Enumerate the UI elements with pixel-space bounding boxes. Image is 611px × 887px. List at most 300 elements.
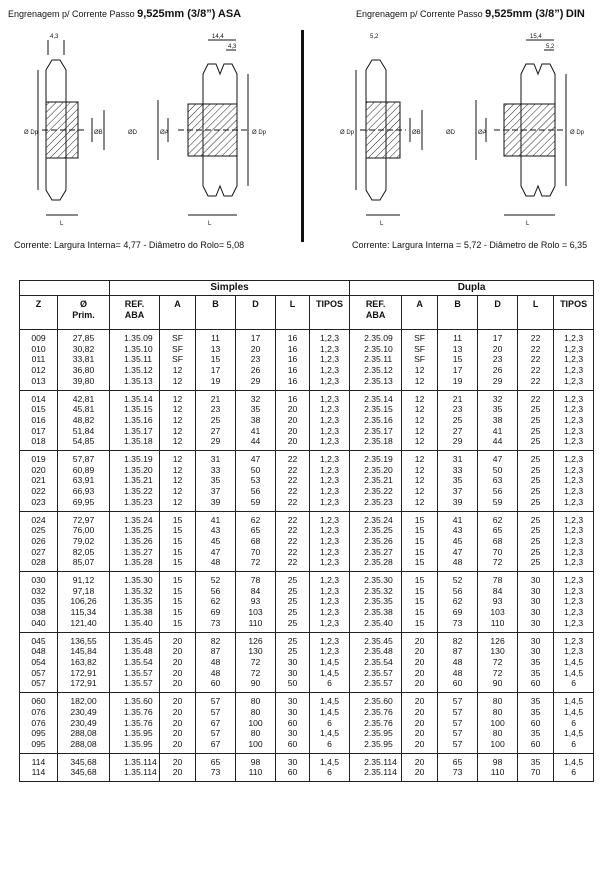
table-cell: 1,2,3 (310, 451, 350, 465)
table-cell: 12 (160, 376, 196, 390)
table-cell: 6 (310, 739, 350, 753)
table-cell: 2.35.10 (350, 344, 402, 355)
table-cell: 25 (518, 436, 554, 450)
table-cell: 345,68 (58, 767, 110, 781)
table-cell: 100 (236, 718, 276, 729)
table-cell: 1,2,3 (310, 465, 350, 476)
table-cell: 1.35.11 (110, 354, 160, 365)
table-cell: 1.35.60 (110, 693, 160, 707)
table-cell: 35 (478, 404, 518, 415)
table-row (20, 632, 594, 646)
table-cell: 1,2,3 (310, 596, 350, 607)
table-cell: 33,81 (58, 354, 110, 365)
table-cell: 56 (196, 586, 236, 597)
table-cell: 66,93 (58, 486, 110, 497)
specs-table-wrapper (19, 280, 593, 782)
table-cell: 35 (196, 475, 236, 486)
dim-label: 4,3 (50, 34, 59, 40)
table-cell: 1,2,3 (554, 646, 594, 657)
table-cell: 48 (438, 668, 478, 679)
table-cell: 29 (236, 376, 276, 390)
table-cell: 1,2,3 (554, 486, 594, 497)
table-cell: 15 (402, 557, 438, 571)
table-cell: 040 (20, 618, 58, 632)
table-cell: 15 (402, 586, 438, 597)
column-header: A (160, 296, 196, 330)
table-row (20, 547, 594, 558)
table-cell: 1.35.54 (110, 657, 160, 668)
table-cell: 013 (20, 376, 58, 390)
table-cell: 1.35.57 (110, 668, 160, 679)
table-cell: 12 (160, 465, 196, 476)
table-cell: 35 (236, 404, 276, 415)
table-cell: 2.35.114 (350, 753, 402, 767)
table-cell: 018 (20, 436, 58, 450)
table-cell: 16 (276, 330, 310, 344)
table-cell: 12 (402, 365, 438, 376)
table-cell: 103 (236, 607, 276, 618)
table-cell: 60 (518, 718, 554, 729)
table-cell: 50 (478, 465, 518, 476)
table-cell: 90 (478, 678, 518, 692)
table-cell: 2.35.11 (350, 354, 402, 365)
column-header: Ø Prim. (58, 296, 110, 330)
table-cell: 028 (20, 557, 58, 571)
table-row (20, 586, 594, 597)
table-cell: 076 (20, 707, 58, 718)
table-cell: 23 (478, 354, 518, 365)
table-cell: 20 (402, 767, 438, 781)
table-cell: 6 (554, 767, 594, 781)
table-cell: 22 (518, 344, 554, 355)
table-cell: 69 (438, 607, 478, 618)
table-cell: 25 (196, 415, 236, 426)
table-cell: 1.35.57 (110, 678, 160, 692)
table-cell: 2.35.20 (350, 465, 402, 476)
table-row (20, 354, 594, 365)
table-cell: 2.35.18 (350, 436, 402, 450)
table-cell: 15 (196, 354, 236, 365)
table-cell: 20 (402, 753, 438, 767)
table-cell: 82 (196, 632, 236, 646)
table-cell: 1,2,3 (310, 376, 350, 390)
table-cell: 1,2,3 (554, 547, 594, 558)
table-cell: 12 (160, 365, 196, 376)
table-cell: 1.35.13 (110, 376, 160, 390)
table-cell: 1.35.45 (110, 632, 160, 646)
table-row (20, 365, 594, 376)
table-cell: 2.35.76 (350, 718, 402, 729)
dim-label: Ø Dp (340, 130, 355, 136)
table-row (20, 596, 594, 607)
table-cell: 1.35.09 (110, 330, 160, 344)
table-cell: 25 (518, 511, 554, 525)
table-cell: 1,2,3 (310, 607, 350, 618)
table-cell: 2.35.19 (350, 451, 402, 465)
table-cell: 027 (20, 547, 58, 558)
table-cell: 1.35.95 (110, 739, 160, 753)
table-cell: 15 (160, 557, 196, 571)
table-cell: 72 (478, 668, 518, 679)
table-cell: 20 (160, 739, 196, 753)
table-cell: 1,2,3 (310, 486, 350, 497)
table-row (20, 344, 594, 355)
table-cell: 80 (478, 707, 518, 718)
table-cell: 2.35.23 (350, 497, 402, 511)
table-cell: 6 (310, 718, 350, 729)
table-cell: 50 (276, 678, 310, 692)
table-cell: 15 (402, 536, 438, 547)
drawings-panel (0, 0, 611, 262)
dim-label: ØA (478, 130, 487, 136)
table-cell: 36,80 (58, 365, 110, 376)
table-cell: 57 (438, 728, 478, 739)
table-cell: 1,2,3 (310, 365, 350, 376)
table-row (20, 536, 594, 547)
table-cell: 1,4,5 (554, 657, 594, 668)
table-cell: 25 (518, 465, 554, 476)
table-cell: 014 (20, 390, 58, 404)
table-cell: 1.35.48 (110, 646, 160, 657)
table-cell: 57 (196, 728, 236, 739)
table-cell: 2.35.38 (350, 607, 402, 618)
table-cell: 172,91 (58, 678, 110, 692)
table-cell: 30 (276, 657, 310, 668)
table-cell: 114 (20, 767, 58, 781)
table-row (20, 426, 594, 437)
table-cell: 130 (236, 646, 276, 657)
table-cell: 1,2,3 (310, 390, 350, 404)
table-cell: 25 (276, 586, 310, 597)
dim-label: 14,4 (212, 34, 224, 40)
table-cell: 22 (276, 451, 310, 465)
table-cell: 25 (518, 475, 554, 486)
table-cell: 48 (196, 657, 236, 668)
table-cell: 2.35.13 (350, 376, 402, 390)
table-cell: 15 (402, 618, 438, 632)
table-cell: 25 (276, 646, 310, 657)
table-cell: 22 (518, 390, 554, 404)
table-cell: 20 (160, 718, 196, 729)
table-cell: 130 (478, 646, 518, 657)
table-cell: 1,4,5 (554, 753, 594, 767)
table-cell: 1,2,3 (310, 404, 350, 415)
table-cell: 27,85 (58, 330, 110, 344)
table-cell: 020 (20, 465, 58, 476)
table-cell: 87 (438, 646, 478, 657)
table-cell: 030 (20, 572, 58, 586)
table-cell: 45,81 (58, 404, 110, 415)
table-cell: 1,4,5 (310, 668, 350, 679)
table-cell: 1,2,3 (554, 572, 594, 586)
table-cell: 024 (20, 511, 58, 525)
table-cell: 25 (518, 557, 554, 571)
table-cell: 17 (478, 330, 518, 344)
table-cell: 19 (196, 376, 236, 390)
table-cell: 50 (236, 465, 276, 476)
table-cell: 22 (276, 497, 310, 511)
table-cell: 29 (438, 436, 478, 450)
table-cell: 12 (160, 415, 196, 426)
table-cell: 57 (196, 707, 236, 718)
table-cell: 230,49 (58, 718, 110, 729)
table-row (20, 618, 594, 632)
table-cell: 100 (478, 718, 518, 729)
dim-label: 5,2 (546, 44, 555, 50)
table-cell: 12 (402, 390, 438, 404)
table-cell: SF (402, 354, 438, 365)
table-cell: 73 (196, 767, 236, 781)
table-cell: 25 (276, 618, 310, 632)
table-cell: 20 (160, 767, 196, 781)
table-cell: 21 (196, 390, 236, 404)
table-cell: 1.35.10 (110, 344, 160, 355)
table-cell: 2.35.21 (350, 475, 402, 486)
table-cell: 1,2,3 (310, 497, 350, 511)
table-cell: 026 (20, 536, 58, 547)
table-cell: 1.35.18 (110, 436, 160, 450)
table-cell: 060 (20, 693, 58, 707)
table-cell: 73 (438, 767, 478, 781)
table-row (20, 330, 594, 344)
table-cell: 115,34 (58, 607, 110, 618)
table-cell: 29 (196, 436, 236, 450)
table-cell: 1.35.14 (110, 390, 160, 404)
table-cell: 1,2,3 (310, 426, 350, 437)
table-cell: 121,40 (58, 618, 110, 632)
table-cell: 80 (236, 707, 276, 718)
table-cell: 1,2,3 (310, 436, 350, 450)
table-cell: 15 (160, 511, 196, 525)
table-cell: 16 (276, 365, 310, 376)
table-cell: 57 (438, 707, 478, 718)
table-cell: 017 (20, 426, 58, 437)
table-cell: 1,2,3 (310, 475, 350, 486)
table-cell: 20 (160, 753, 196, 767)
table-row (20, 390, 594, 404)
table-row (20, 718, 594, 729)
table-cell: 15 (402, 525, 438, 536)
table-cell: 1,4,5 (310, 693, 350, 707)
table-cell: 33 (196, 465, 236, 476)
table-cell: 23 (438, 404, 478, 415)
table-cell: 30 (518, 586, 554, 597)
table-cell: 1,2,3 (310, 586, 350, 597)
table-cell: 1,2,3 (310, 511, 350, 525)
table-cell: 20 (402, 693, 438, 707)
table-cell: 16 (276, 344, 310, 355)
table-cell: 095 (20, 739, 58, 753)
table-row (20, 475, 594, 486)
table-cell: 057 (20, 668, 58, 679)
table-cell: 2.35.15 (350, 404, 402, 415)
table-cell: 1,2,3 (310, 344, 350, 355)
table-cell: 22 (518, 354, 554, 365)
column-header: TIPOS (554, 296, 594, 330)
table-cell: 12 (160, 486, 196, 497)
table-cell: 41 (438, 511, 478, 525)
table-cell: 20 (478, 344, 518, 355)
table-cell: 057 (20, 678, 58, 692)
table-cell: 84 (236, 586, 276, 597)
dim-label: Ø Dp (570, 130, 585, 136)
table-cell: 57 (438, 693, 478, 707)
table-cell: 1,2,3 (554, 475, 594, 486)
table-cell: 27 (196, 426, 236, 437)
table-cell: 62 (236, 511, 276, 525)
table-cell: 25 (518, 404, 554, 415)
table-cell: 63,91 (58, 475, 110, 486)
table-cell: 126 (478, 632, 518, 646)
dim-label: Ø Dp (24, 130, 39, 136)
table-cell: 80 (236, 693, 276, 707)
table-cell: 35 (518, 668, 554, 679)
table-cell: 2.35.30 (350, 572, 402, 586)
dim-label: ØB (94, 130, 103, 136)
table-cell: 72 (478, 557, 518, 571)
column-header: REF. ABA (110, 296, 160, 330)
table-cell: 22 (276, 511, 310, 525)
dim-label: ØD (128, 130, 137, 136)
table-cell: 12 (402, 475, 438, 486)
table-cell: 62 (478, 511, 518, 525)
table-cell: 70 (478, 547, 518, 558)
table-cell: 80 (478, 728, 518, 739)
table-cell: 6 (310, 767, 350, 781)
table-cell: 72 (478, 657, 518, 668)
table-cell: 59 (236, 497, 276, 511)
table-cell: 2.35.57 (350, 668, 402, 679)
table-cell: 56 (478, 486, 518, 497)
table-cell: 12 (160, 451, 196, 465)
table-cell: 2.35.95 (350, 739, 402, 753)
table-cell: 110 (478, 767, 518, 781)
table-cell: 2.35.32 (350, 586, 402, 597)
table-cell: 110 (478, 618, 518, 632)
table-cell: 11 (438, 330, 478, 344)
footnote-din: Corrente: Largura Interna = 5,72 - Diâmetro de Rolo = 6,35 (352, 240, 588, 250)
table-cell: 1.35.22 (110, 486, 160, 497)
table-cell: 60 (438, 678, 478, 692)
table-cell: 1,2,3 (554, 557, 594, 571)
table-row (20, 607, 594, 618)
table-cell: 1,2,3 (310, 415, 350, 426)
table-cell: 6 (554, 739, 594, 753)
table-cell: 2.35.114 (350, 767, 402, 781)
table-cell: 73 (438, 618, 478, 632)
table-cell: 69 (196, 607, 236, 618)
column-header: B (438, 296, 478, 330)
table-cell: 288,08 (58, 728, 110, 739)
table-cell: 41 (196, 511, 236, 525)
table-cell: 26 (478, 365, 518, 376)
table-cell: 33 (438, 465, 478, 476)
table-cell: 60 (276, 718, 310, 729)
table-cell: 1,2,3 (554, 497, 594, 511)
table-row (20, 497, 594, 511)
table-cell: 17 (438, 365, 478, 376)
table-cell: 22 (276, 525, 310, 536)
table-cell: 110 (236, 618, 276, 632)
table-cell: 20 (402, 739, 438, 753)
table-cell: 2.35.28 (350, 557, 402, 571)
table-cell: 1,2,3 (310, 547, 350, 558)
table-cell: 38 (478, 415, 518, 426)
table-cell: 20 (402, 678, 438, 692)
table-cell: 82 (438, 632, 478, 646)
table-cell: 22 (276, 486, 310, 497)
table-cell: 1,2,3 (554, 426, 594, 437)
table-cell: 25 (276, 596, 310, 607)
table-cell: 12 (402, 465, 438, 476)
column-header: D (236, 296, 276, 330)
table-cell: 1,2,3 (310, 618, 350, 632)
table-row (20, 451, 594, 465)
table-cell: 72 (236, 657, 276, 668)
table-cell: 43 (438, 525, 478, 536)
table-cell: 29 (478, 376, 518, 390)
table-cell: 1,2,3 (554, 511, 594, 525)
table-row (20, 572, 594, 586)
table-cell: 41 (236, 426, 276, 437)
table-cell: 025 (20, 525, 58, 536)
table-cell: 009 (20, 330, 58, 344)
table-cell: 15 (160, 607, 196, 618)
table-row (20, 415, 594, 426)
table-cell: 19 (438, 376, 478, 390)
table-cell: 30 (518, 572, 554, 586)
table-row (20, 511, 594, 525)
table-cell: 15 (402, 511, 438, 525)
table-cell: 76,00 (58, 525, 110, 536)
table-cell: 1.35.35 (110, 596, 160, 607)
table-cell: 67 (196, 718, 236, 729)
table-cell: 1,4,5 (554, 707, 594, 718)
table-cell: 100 (478, 739, 518, 753)
table-row (20, 668, 594, 679)
table-cell: 79,02 (58, 536, 110, 547)
table-row (20, 767, 594, 781)
table-cell: 27 (438, 426, 478, 437)
table-cell: 25 (518, 525, 554, 536)
table-cell: 12 (160, 436, 196, 450)
table-cell: 30 (276, 693, 310, 707)
table-cell: 57 (438, 739, 478, 753)
table-row (20, 739, 594, 753)
table-cell: 68 (236, 536, 276, 547)
table-cell: 106,26 (58, 596, 110, 607)
table-cell: 15 (160, 525, 196, 536)
table-row (20, 376, 594, 390)
table-cell: 12 (402, 486, 438, 497)
table-cell: 1.35.26 (110, 536, 160, 547)
table-cell: 56 (438, 586, 478, 597)
table-cell: SF (402, 330, 438, 344)
table-cell: 1,2,3 (554, 365, 594, 376)
table-cell: 20 (402, 657, 438, 668)
dim-label: L (526, 221, 530, 227)
table-cell: 1,2,3 (310, 557, 350, 571)
table-cell: 114 (20, 753, 58, 767)
table-cell: 60,89 (58, 465, 110, 476)
table-cell: 1,2,3 (554, 436, 594, 450)
table-cell: 1,2,3 (310, 572, 350, 586)
table-cell: 47 (478, 451, 518, 465)
table-cell: 52 (438, 572, 478, 586)
table-cell: 35 (518, 753, 554, 767)
table-cell: 172,91 (58, 668, 110, 679)
table-cell: 1.35.27 (110, 547, 160, 558)
